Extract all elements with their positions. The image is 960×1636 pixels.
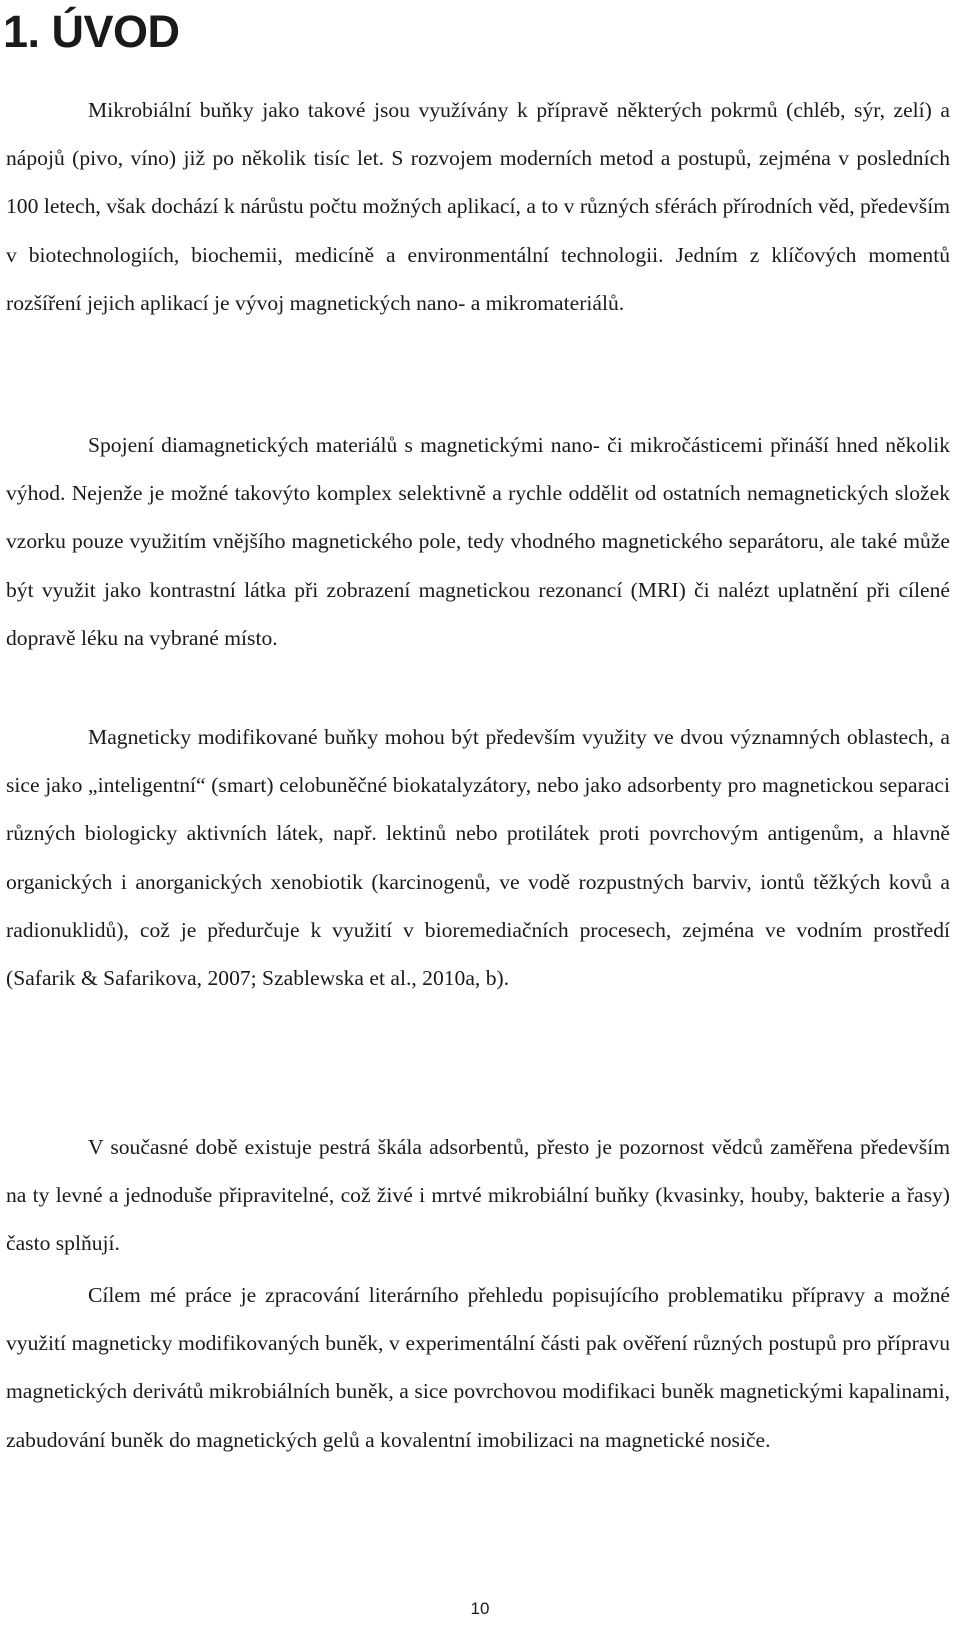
paragraph-introduction: Mikrobiální buňky jako takové jsou využívány k přípravě některých pokrmů (chléb, sýr, zelí) a nápojů (pivo, víno) již po několik tisíc let. S rozvojem moderních metod a postupů, zejména v posledních 100 letech, však dochází k nárůstu počtu možných aplikací, a to v různých sférách přírodních věd, především v biotechnologiích, biochemii, medicíně a environmentální technologii. Jedním z klíčových momentů rozšíření jejich aplikací je vývoj magnetických nano- a mikromateriálů. [6,98,950,315]
paragraph-diamagnetic-materials: Spojení diamagnetických materiálů s magnetickými nano- či mikročásticemi přináší hned několik výhod. Nejenže je možné takovýto komplex selektivně a rychle oddělit od ostatních nemagnetických složek vzorku pouze využitím vnějšího magnetického pole, tedy vhodného magnetického separátoru, ale také může být využit jako kontrastní látka při zobrazení magnetickou rezonancí (MRI) či nalézt uplatnění při cílené dopravě léku na vybrané místo. [6,433,950,650]
paragraph-thesis-aim: Cílem mé práce je zpracování literárního přehledu popisujícího problematiku přípravy a možné využití magneticky modifikovaných buněk, v experimentální části pak ověření různých postupů pro přípravu magnetických derivátů mikrobiálních buněk, a sice povrchovou modifikaci buněk magnetickými kapalinami, zabudování buněk do magnetických gelů a kovalentní imobilizaci na magnetické nosiče. [6,1283,950,1452]
chapter-heading: 1. ÚVOD [3,6,180,57]
paragraph-adsorbents: V současné době existuje pestrá škála adsorbentů, přesto je pozornost vědců zaměřena především na ty levné a jednoduše připravitelné, což živé i mrtvé mikrobiální buňky (kvasinky, houby, bakterie a řasy) často splňují. [6,1135,950,1256]
page-number: 10 [470,1599,490,1618]
paragraph-modified-cells: Magneticky modifikované buňky mohou být především využity ve dvou významných oblastech, a sice jako „inteligentní“ (smart) celobuněčné biokatalyzátory, nebo jako adsorbenty pro magnetickou separaci různých biologicky aktivních látek, např. lektinů nebo protilátek proti povrchovým antigenům, a hlavně organických i anorganických xenobiotik (karcinogenů, ve vodě rozpustných barviv, iontů těžkých kovů a radionuklidů), což je předurčuje k využití v bioremediačních procesech, zejména ve vodním prostředí (Safarik & Safarikova, 2007; Szablewska et al., 2010a, b). [6,725,950,991]
